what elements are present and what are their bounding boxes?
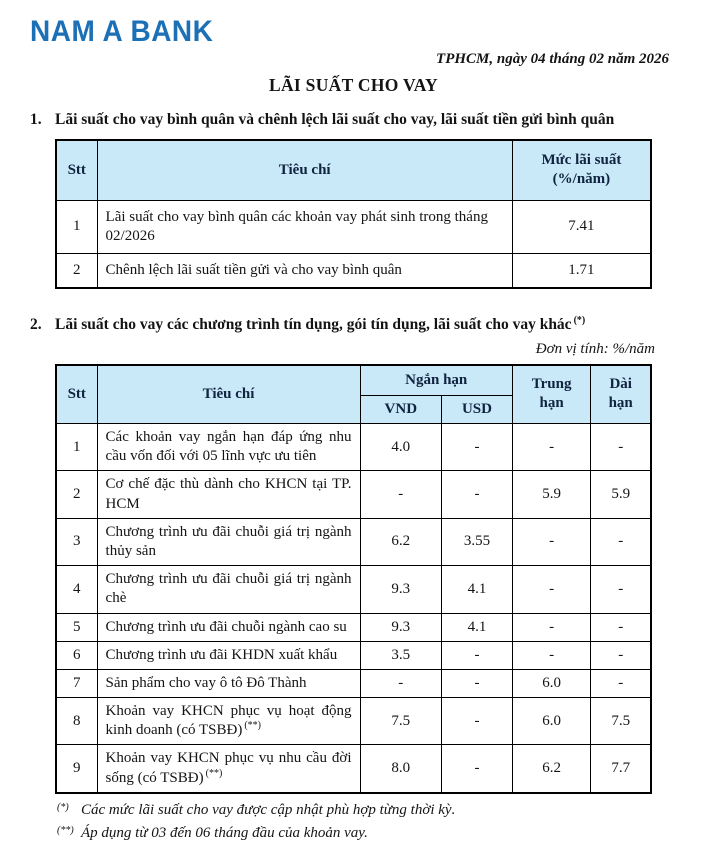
stt-cell: 3 (56, 518, 97, 565)
rate-trung-han-cell: - (512, 641, 591, 669)
footnote-1-marker: (*) (57, 801, 69, 813)
table-row (56, 698, 651, 745)
footnote-1 (57, 800, 677, 820)
rate-vnd-cell: 8.0 (360, 745, 442, 793)
rate-trung-han-cell: - (512, 424, 591, 471)
column-header-muc-lai-suat-line1: Mức lãi suất (541, 152, 622, 169)
rate-usd-cell: 4.1 (442, 613, 513, 641)
criteria-cell: Chênh lệch lãi suất tiền gửi và cho vay bình quân (97, 253, 512, 288)
criteria-cell: Khoản vay KHCN phục vụ hoạt động kinh doanh (có TSBĐ) (**) (97, 698, 360, 745)
rate-usd-cell: 3.55 (442, 518, 513, 565)
footnote-2 (57, 823, 677, 843)
stt-cell: 9 (56, 745, 97, 793)
column-header-muc-lai-suat-line2: (%/năm) (552, 171, 611, 188)
table-row (56, 253, 651, 288)
table-row (56, 471, 651, 518)
rate-dai-han-cell: - (591, 424, 651, 471)
rate-trung-han-cell: 6.0 (512, 669, 591, 697)
criteria-cell: Chương trình ưu đãi chuỗi giá trị ngành chè (97, 566, 360, 613)
rate-vnd-cell: 9.3 (360, 566, 442, 613)
rate-vnd-cell: - (360, 471, 442, 518)
rate-dai-han-cell: - (591, 613, 651, 641)
rate-trung-han-cell: 6.0 (512, 698, 591, 745)
column-header-vnd: VND (360, 395, 442, 423)
table-row (56, 613, 651, 641)
criteria-cell: Chương trình ưu đãi chuỗi giá trị ngành thủy sản (97, 518, 360, 565)
rate-vnd-cell: 7.5 (360, 698, 442, 745)
program-rates-table (55, 364, 652, 794)
stt-cell: 1 (56, 200, 97, 253)
stt-cell: 8 (56, 698, 97, 745)
rate-usd-cell: - (442, 745, 513, 793)
rate-dai-han-cell: - (591, 566, 651, 613)
rate-usd-cell: - (442, 641, 513, 669)
section-2-footnote-marker: (*) (573, 315, 586, 327)
unit-note: Đơn vị tính: %/năm (535, 340, 655, 357)
column-header-stt: Stt (56, 140, 97, 200)
footnote-ref: (**) (244, 720, 262, 732)
column-header-trung-han: Trung hạn (512, 365, 591, 424)
criteria-cell: Chương trình ưu đãi chuỗi ngành cao su (97, 613, 360, 641)
rate-vnd-cell: 4.0 (360, 424, 442, 471)
rate-trung-han-cell: - (512, 566, 591, 613)
column-header-tieu-chi: Tiêu chí (97, 365, 360, 424)
rate-trung-han-cell: - (512, 613, 591, 641)
criteria-cell: Các khoản vay ngắn hạn đáp ứng nhu cầu vốn đối với 05 lĩnh vực ưu tiên (97, 424, 360, 471)
rate-cell: 1.71 (512, 253, 651, 288)
criteria-cell: Lãi suất cho vay bình quân các khoản vay phát sinh trong tháng 02/2026 (97, 200, 512, 253)
rate-vnd-cell: 3.5 (360, 641, 442, 669)
table-header-row (56, 140, 651, 200)
footnotes (57, 800, 677, 844)
rate-usd-cell: 4.1 (442, 566, 513, 613)
table-row (56, 200, 651, 253)
rate-trung-han-cell: 6.2 (512, 745, 591, 793)
rate-trung-han-cell: - (512, 518, 591, 565)
rate-usd-cell: - (442, 471, 513, 518)
column-header-tieu-chi: Tiêu chí (97, 140, 512, 200)
footnote-2-marker: (**) (57, 825, 74, 837)
section-1-heading-text: Lãi suất cho vay bình quân và chênh lệch lãi suất cho vay, lãi suất tiền gửi bình quân (55, 110, 615, 128)
footnote-1-text: Các mức lãi suất cho vay được cập nhật phù hợp từng thời kỳ. (81, 801, 456, 818)
rate-usd-cell: - (442, 424, 513, 471)
stt-cell: 6 (56, 641, 97, 669)
criteria-cell: Cơ chế đặc thù dành cho KHCN tại TP. HCM (97, 471, 360, 518)
rate-cell: 7.41 (512, 200, 651, 253)
criteria-cell: Sản phẩm cho vay ô tô Đô Thành (97, 669, 360, 697)
stt-cell: 7 (56, 669, 97, 697)
column-header-usd: USD (442, 395, 513, 423)
table-row (56, 669, 651, 697)
column-header-ngan-han: Ngắn hạn (360, 365, 512, 396)
column-header-dai-han: Dài hạn (591, 365, 651, 424)
stt-cell: 1 (56, 424, 97, 471)
table-row (56, 424, 651, 471)
stt-cell: 2 (56, 253, 97, 288)
section-2-heading (30, 315, 677, 335)
criteria-cell: Chương trình ưu đãi KHDN xuất khẩu (97, 641, 360, 669)
column-header-muc-lai-suat (512, 140, 651, 200)
stt-cell: 2 (56, 471, 97, 518)
table-row (56, 566, 651, 613)
average-rates-table (55, 139, 652, 289)
rate-dai-han-cell: - (591, 669, 651, 697)
rate-usd-cell: - (442, 698, 513, 745)
footnote-2-text: Áp dụng từ 03 đến 06 tháng đầu của khoản vay. (81, 825, 368, 842)
section-1-number: 1. (30, 110, 42, 128)
rate-dai-han-cell: - (591, 641, 651, 669)
stt-cell: 4 (56, 566, 97, 613)
dateline: TPHCM, ngày 04 tháng 02 năm 2026 (436, 50, 669, 67)
rate-trung-han-cell: 5.9 (512, 471, 591, 518)
rate-dai-han-cell: 5.9 (591, 471, 651, 518)
table-header-row-1 (56, 365, 651, 396)
document-title: LÃI SUẤT CHO VAY (268, 74, 438, 95)
section-2-heading-text: Lãi suất cho vay các chương trình tín dụng, gói tín dụng, lãi suất cho vay khác (*) (55, 315, 586, 334)
section-1-heading (30, 110, 677, 129)
table-row (56, 745, 651, 793)
nam-a-bank-logo: NAM A BANK (30, 14, 214, 48)
rate-vnd-cell: - (360, 669, 442, 697)
rate-dai-han-cell: 7.5 (591, 698, 651, 745)
rate-dai-han-cell: - (591, 518, 651, 565)
table-row (56, 518, 651, 565)
table-row (56, 641, 651, 669)
rate-vnd-cell: 6.2 (360, 518, 442, 565)
rate-vnd-cell: 9.3 (360, 613, 442, 641)
rate-usd-cell: - (442, 669, 513, 697)
footnote-ref: (**) (205, 767, 223, 779)
section-2-number: 2. (30, 316, 42, 334)
rate-dai-han-cell: 7.7 (591, 745, 651, 793)
criteria-cell: Khoản vay KHCN phục vụ nhu cầu đời sống (có TSBĐ) (**) (97, 745, 360, 793)
stt-cell: 5 (56, 613, 97, 641)
column-header-stt: Stt (56, 365, 97, 424)
